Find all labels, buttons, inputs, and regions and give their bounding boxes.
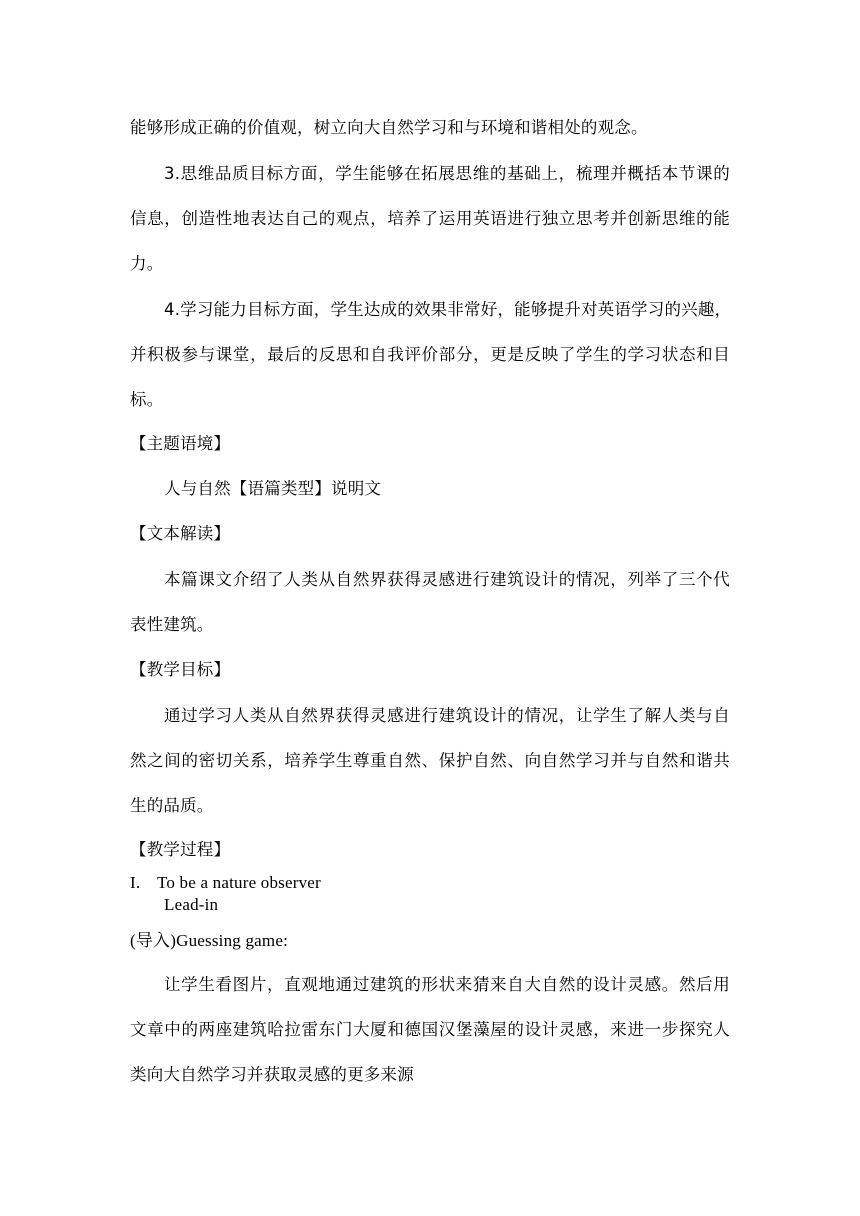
paragraph-thinking-line-1: 3.思维品质目标方面，学生能够在拓展思维的基础上，梳理并概括本节课的 bbox=[164, 164, 730, 183]
paragraph-text-analysis-line-1: 本篇课文介绍了人类从自然界获得灵感进行建筑设计的情况，列举了三个代 bbox=[164, 570, 730, 589]
step-1-marker: I. bbox=[130, 873, 141, 892]
heading-teaching-goals: 【教学目标】 bbox=[130, 660, 231, 679]
paragraph-goals-line-2: 然之间的密切关系，培养学生尊重自然、保护自然、向自然学习并与自然和谐共 bbox=[130, 751, 730, 770]
theme-and-text-type: 人与自然【语篇类型】说明文 bbox=[164, 479, 382, 498]
paragraph-thinking-line-3: 力。 bbox=[130, 254, 164, 273]
paragraph-goals-line-3: 生的品质。 bbox=[130, 796, 214, 815]
paragraph-guessing-line-3: 类向大自然学习并获取灵感的更多来源 bbox=[130, 1065, 414, 1084]
step-1-title: To be a nature observer bbox=[157, 873, 321, 892]
heading-teaching-process: 【教学过程】 bbox=[130, 840, 231, 859]
paragraph-values-end: 能够形成正确的价值观，树立向大自然学习和与环境和谐相处的观念。 bbox=[130, 118, 648, 137]
paragraph-text-analysis-line-2: 表性建筑。 bbox=[130, 615, 214, 634]
paragraph-learning-line-1: 4.学习能力目标方面，学生达成的效果非常好，能够提升对英语学习的兴趣， bbox=[164, 300, 732, 319]
paragraph-guessing-line-2: 文章中的两座建筑哈拉雷东门大厦和德国汉堡藻屋的设计灵感，来进一步探究人 bbox=[130, 1020, 730, 1039]
paragraph-guessing-line-1: 让学生看图片，直观地通过建筑的形状来猜来自大自然的设计灵感。然后用 bbox=[164, 975, 730, 994]
paragraph-thinking-line-2: 信息，创造性地表达自己的观点，培养了运用英语进行独立思考并创新思维的能 bbox=[130, 209, 730, 228]
step-1-subtitle: Lead-in bbox=[164, 895, 219, 914]
heading-text-analysis: 【文本解读】 bbox=[130, 524, 231, 543]
heading-theme-context: 【主题语境】 bbox=[130, 434, 231, 453]
paragraph-goals-line-1: 通过学习人类从自然界获得灵感进行建筑设计的情况，让学生了解人类与自 bbox=[164, 706, 730, 725]
paragraph-learning-line-3: 标。 bbox=[130, 390, 164, 409]
paragraph-learning-line-2: 并积极参与课堂，最后的反思和自我评价部分，更是反映了学生的学习状态和目 bbox=[130, 345, 730, 364]
guessing-game-label: (导入)Guessing game: bbox=[130, 931, 288, 950]
